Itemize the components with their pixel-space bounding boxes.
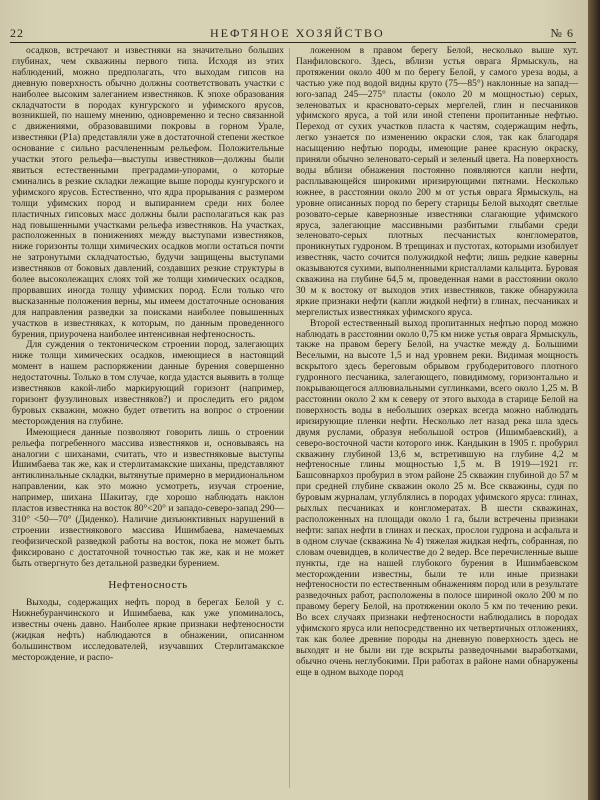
left-column [12,46,284,786]
right-column [296,46,578,786]
page-number: 22 [10,26,24,40]
journal-title: НЕФТЯНОЕ ХОЗЯЙСТВО [210,26,385,40]
left-paragraph-1: осадков, встречают и известняки на значительно больших глубинах, чем скважины первого типа. Исходя из этих наблюдений, можно предполагать, что выходам гипсов на дневную поверхность обычно должны соответствовать участки с наиболее высоким залеганием известняков. К эпохе образования складчатости в породах кунгурского и уфимского ярусов, возникшей, по нашему мнению, одновременно и тесно связанной с движениями, образовавшими покровы в горном Урале, известняки (P1a) представляли уже в достаточной степени жесткое основание с сильно расчлененным рельефом. Положительные участки этого рельефа—выступы известняков—должны были явиться естественными преградами-упорами, о которые сминались в резкие складки лежащие выше породы кунгурского и уфимского ярусов. Естественно, что ядра прорывания с размером толщи уфимских пород и выпиранием среди них более пластичных гипсовых масс должны были располагаться как раз над повышенными участками рельефа известняков. На участках, расположенных в понижениях между выступами известняков, ниже горизонты толщи химических осадков могли остаться почти не затронутыми складчатостью, будучи защищены выступами известняков от боковых давлений, создавших резкие структуры в более высоколежащих слоях той же толщи химических осадков, прорвавших иногда толщу уфимских пород. Если только что высказанные положения верны, мы имеем достаточные основания для направления разведки за поисками наиболее повышенных участков в известняках, к которым, по данным проведенного бурения, приурочена наиболее интенсивная нефтеносность. [12,46,284,340]
book-edge [588,0,600,800]
right-paragraph-1: ложенном в правом берегу Белой, несколько выше хут. Панфиловского. Здесь, вблизи устья оврага Ярмыскуль, на протяжении около 400 м по берегу Белой, у самого уреза воды, а частью уже под водой видны круто (75—85°) наклонные на запад—юго-запад 245—275° пласты (около 20 м мощностью) серых, зеленоватых и красновато-серых мергелей, глин и песчаников уфимского яруса, а той или иной степени пропитанные нефтью. Переход от сухих участков пласта к частям, содержащим нефть, легко узнается по изменению окраски слоя, так как благодаря насыщению нефтью породы, имеющие ранее красную окраску, приняли обычно зеленовато-серый и зеленый цвета. На поверхность воды вблизи обнажения постоянно появляются капли нефти, расплывающейся широкими иризирующими пятнами. Несколько южнее, в расстоянии около 200 м от устья оврага Ярмыскуль, на уровне описанных пород по берегу старицы Белой выходят светлые розовато-серые кавернозные известняки слагающие уфимского яруса, залегающие массивными разбитыми глыбами среди зеленовато-серых плотных песчанистых конгломератов, проникнутых гудроном. В трещинах и пустотах, которыми изобилует известняк, часто сочится полужидкой нефти; лишь редкие каверны оказываются сухими, выполненными кристаллами кальцита. Буровая скважина на глубине 64,5 м, проведенная нами в расстоянии около 30 м к востоку от выходов этих известняков, также обнаружила яркие признаки нефти (капли жидкой нефти) в глинах, песчаниках и мергелистых известняках уфимского яруса. [296,46,578,318]
left-paragraph-2: Для суждения о тектоническом строении пород, залегающих ниже толщи химических осадков, имеющиеся в настоящий момент в нашем распоряжении данные бурения совершенно недостаточны. Только в том случае, когда удастся выявить в толще известняков какой-либо маркирующий горизонт (например, горизонт фузулиновых известняков?) и проследить его рядом буровых скважин, можно будет ответить на вопрос о строении месторождения на глубине. [12,340,284,427]
issue-number: № 6 [550,26,574,40]
section-heading: Нефтеносность [108,578,188,591]
column-divider [289,48,290,788]
right-paragraph-2: Второй естественный выход пропитанных нефтью пород можно наблюдать в расстоянии около 0,75 км ниже устья оврага Ярмыскуль, также на правом берегу Белой, на участке между д. Большими Веселыми, на высоте 1,5 и над уровнем реки. Видимая мощность вскрытого здесь береговым обрывом грубодеритового плотного гудронного песчаника, залегающего, повидимому, горизонтально и покрывающегося аллювиальными суглинками, всего около 1,25 м. В расстоянии около 2 км к северу от этого выхода в старице Белой на поверхность воды в небольших озерках всегда можно наблюдать иризирующие пленки нефти. Несколько лет назад река шла здесь двумя руслами, образуя небольшой остров (Ишимбаевский), а северо-восточной части которого инж. Кандыкин в 1905 г. пробурил скважину глубиной 13,6 м, встретившую на глубине 4,2 м нефтеносные глины мощностью 1,5 м. В 1919—1921 гг. Башсовнархоз пробурил в этом районе 25 скважин глубиной до 57 м при средней глубине скважин около 25 м. Все скважины, судя по буровым журналам, углублялись в породах уфимского яруса: глинах, рыхлых песчаниках и конгломератах. В шести скважинах, расположенных на площади около 1 га, были встречены признаки нефти: запах нефти в глинах и песках, прослои гудрона и асфальта и в одном случае (скважина № 4) тяжелая жидкая нефть, собранная, по словам очевидцев, в количестве до 2 ведер. Все перечисленные выше пункты, где на нашей глубокого бурения в Ишимбаевском месторождении известны, были те или иные признаки нефтеносности по естественным обнажениям пород или в результате разведочных работ, расположены в полосе шириной около 200 м по правому берегу Белой, на протяжении около 5 км по течению реки. Во всех случаях признаки нефтеносности наблюдались в породах уфимского яруса или непосредственно их четвертичных отложениях, так как более древние породы на дневную поверхность здесь не выходят и не были ни где вскрыты разведочными выработками, обычно очень неглубокими. При работах в районе нами обнаружены еще в одном выходе пород [296,318,578,678]
page-header [10,22,576,43]
left-paragraph-4: Выходы, содержащих нефть пород в берегах Белой у с. Нижнебуранчинского и Ишимбаева, как уже упоминалось, известны очень давно. Наиболее яркие признаки нефтеносности (жидкая нефть) наблюдаются в обнажении, описанном большинством исследователей, изучавших Стерлитамакское месторождение, и распо- [12,598,284,663]
left-paragraph-3: Имеющиеся данные позволяют говорить лишь о строении рельефа погребенного массива известняков и, основываясь на аналогии с шиханами, считать, что и известняковые выступы Ишимбаева так же, как и стерлитамакские шиханы, представляют антиклинальные складки, вытянутые примерно в меридиональном направлении, как это можно усмотреть, изучая строение, например, шихана Шакитау, где хорошо наблюдать наклон пластов известняка на восток 80°<20° и западо-северо-запад 290—310° <50—70° (Диденко). Наличие дизъюнктивных нарушений в строении известнякового массива Ишимбаева, намечаемых геофизической разведкой работы на восток, пока не может быть фиксировано с достаточной точностью так же, как и не может быть отвергнуто без детальной разведки бурением. [12,427,284,569]
